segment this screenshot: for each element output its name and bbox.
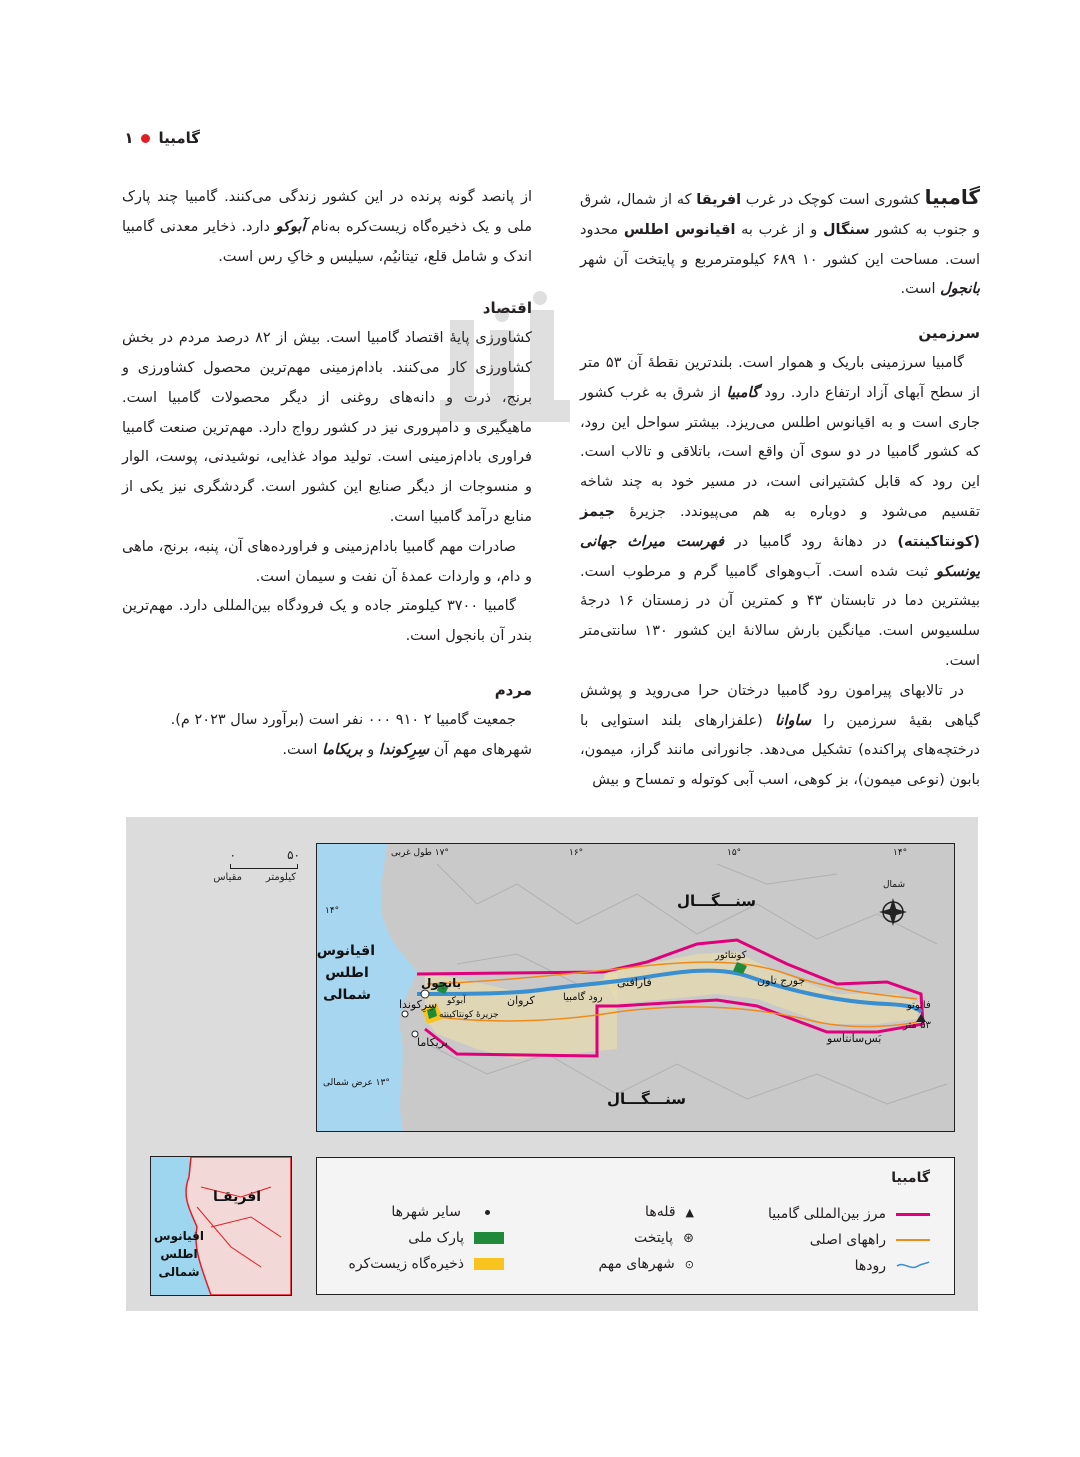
inset-map: [150, 1156, 292, 1296]
continuation-paragraph: از پانصد گونه پرنده در این کشور زندگی می‌کنند. گامبیا چند پارک ملی و یک ذخیره‌گاه زیست‌کره به‌نام آبوکو دارد. ذخایر معدنی گامبیا اندک و شامل قلع، تیتانیُم، سیلیس و خاکِ رس است.: [122, 189, 532, 265]
land-paragraph-2: در تالابهای پیرامون رود گامبیا درختان حرا می‌روید و پوشش گیاهی بقیهٔ سرزمین را ساوانا (علفزارهای بلند استوایی با درختچه‌های پراکنده) تشکیل می‌دهد. جانورانی مانند گراز، میمون، بابون (نوعی میمون)، بز کوهی، اسب آبی کوتوله و تمساح و بیش: [580, 682, 981, 789]
major-city-icon: ⊙: [684, 1257, 694, 1271]
legend-item-rivers: رودها: [855, 1258, 930, 1274]
label-kerewan: کروان: [507, 994, 535, 1007]
red-dot-icon: [141, 134, 150, 143]
city-marker-icon: [402, 1011, 408, 1017]
page-title: گامبیا: [158, 129, 200, 147]
label-banjul: بانجول: [421, 976, 462, 990]
legend-item-other-cities: سایر شهرها: [391, 1204, 504, 1220]
label-serekunda: سِرِکوندا: [399, 998, 438, 1011]
label-james-island: جزیرهٔ کونتاکینته: [439, 1010, 499, 1020]
label-georgetown: جورج تاون: [757, 974, 806, 987]
label-senegal-north: سنـــگـــال: [677, 892, 757, 910]
capital-marker-icon: [421, 990, 429, 998]
label-abuko: آبوکو: [447, 996, 466, 1006]
scale-zero: ۰: [229, 848, 236, 862]
river-line-icon: [896, 1260, 930, 1272]
legend-item-national-park: پارک ملی: [408, 1230, 504, 1246]
label-north: شمال: [883, 880, 906, 890]
label-gambia-river: رود گامبیا: [563, 992, 603, 1003]
map-scale: [196, 848, 306, 888]
right-column: [580, 183, 980, 796]
park-swatch-icon: [474, 1232, 504, 1244]
lat-13: ۱۳° عرض شمالی: [323, 1078, 390, 1088]
capital-icon: ⊛: [683, 1230, 694, 1246]
land-paragraph-1: گامبیا سرزمینی باریک و هموار است. بلندترین نقطهٔ آن ۵۳ متر از سطح آبهای آزاد ارتفاع دارد. رود گامبیا از شرق به غرب کشور جاری است و به اقیانوس اطلس می‌ریزد. بیشتر سواحل این رود، که کشور گامبیا در دو سوی آن واقع است، باتلاقی و تالاب است. این رود که قابل کشتیرانی است، در مسیر خود به چند شاخه تقسیم می‌شود و دوباره به هم می‌پیوندد. جزیرهٔ جیمز (کونتاکینته) در دهانهٔ رود گامبیا در فهرست میراث جهانی یونسکو ثبت شده است. آب‌وهوای گامبیا گرم و مرطوب است. بیشترین دما در تابستان ۴۳ و کمترین آن در زمستان ۱۶ درجهٔ سلسیوس است. میانگین بارش سالانهٔ این کشور ۱۳۰ سانتی‌متر است.: [580, 354, 980, 669]
lat-14: ۱۴°: [325, 906, 340, 916]
scale-unit: کیلومتر: [265, 872, 296, 883]
lon-14: ۱۴°: [893, 848, 908, 858]
scale-bar: [230, 864, 298, 869]
economy-paragraph-2: صادرات مهم گامبیا بادام‌زمینی و فراورده‌های آن، پنبه، برنج، ماهی و دام، و واردات عمدهٔ آن نفت و سیمان است.: [122, 538, 532, 585]
economy-paragraph-1: کشاورزی پایهٔ اقتصاد گامبیا است. بیش از ۸۲ درصد مردم در بخش کشاورزی کار می‌کنند. بادام‌زمینی مهم‌ترین محصول کشاورزی و برنج، ذرت و دانه‌های روغنی از دیگر محصولات گامبیا است. ماهیگیری و دامپروری نیز در کشور رواج دارد. مهم‌ترین صنعت گامبیا فراوری بادام‌زمینی است. تولید مواد غذایی، نوشیدنی، پوست، الوار و منسوجات از دیگر صنایع این کشور است. گردشگری نیز یکی از منابع درآمد گامبیا است.: [122, 330, 532, 525]
page-number: ۱: [124, 129, 134, 147]
legend-item-border: مرز بین‌المللی گامبیا: [768, 1206, 930, 1222]
inset-ocean: اقیانوس اطلس شمالی: [154, 1229, 204, 1279]
dot-icon: [485, 1210, 490, 1215]
label-basse: بَس‌سانتاسو: [827, 1032, 882, 1045]
legend-item-peaks: ▲ قله‌ها: [645, 1204, 694, 1220]
border-line-icon: [896, 1213, 930, 1216]
label-senegal-south: سنـــگـــال: [607, 1090, 687, 1108]
lead-word: گامبیا: [924, 185, 981, 209]
people-paragraph-1: جمعیت گامبیا ۲ ۹۱۰ ۰۰۰ نفر است (برآورد سال ۲۰۲۳ م).: [170, 711, 516, 728]
people-paragraph-2: شهرهای مهم آن سِرِکوندا و بریکاما است.: [282, 741, 532, 758]
page-header: [60, 124, 200, 152]
economy-heading: اقتصاد: [482, 299, 532, 318]
map: [316, 843, 955, 1132]
scale-fifty: ۵۰: [287, 848, 300, 862]
lon-16: ۱۶°: [569, 848, 584, 858]
reserve-swatch-icon: [474, 1258, 504, 1270]
legend-title: گامبیا: [891, 1170, 930, 1186]
label-kuntaur: کونتائور: [715, 950, 747, 961]
label-peak: ۵۳ متر: [903, 1020, 931, 1031]
land-heading: سرزمین: [918, 324, 980, 343]
label-fatoto: فاتوتو: [907, 1000, 931, 1011]
intro-paragraph: گامبیا کشوری است کوچک در غرب افریقا که از شمال، شرق و جنوب به کشور سنگال و از غرب به اقیانوس اطلس محدود است. مساحت این کشور ۱۰ ۶۸۹ کیلومترمربع و پایتخت آن شهر بانجول است.: [580, 185, 981, 298]
people-heading: مردم: [494, 680, 532, 699]
economy-paragraph-3: گامبیا ۳۷۰۰ کیلومتر جاده و یک فرودگاه بین‌المللی دارد. مهم‌ترین بندر آن بانجول است.: [122, 598, 532, 645]
label-brikama: بریکاما: [417, 1036, 448, 1049]
legend-item-biosphere: ذخیره‌گاه زیست‌کره: [348, 1256, 504, 1272]
inset-continent: افریقـا: [213, 1189, 262, 1205]
road-line-icon: [896, 1239, 930, 1241]
left-column: [122, 183, 532, 765]
map-legend: [316, 1157, 955, 1295]
legend-item-major-cities: ⊙ شهرهای مهم: [598, 1256, 694, 1272]
label-ocean: اقیانوس اطلس شمالی: [316, 943, 375, 1003]
scale-label: مقیاس: [213, 872, 242, 883]
triangle-icon: ▲: [685, 1205, 694, 1219]
lon-17: ۱۷° طول غربی: [391, 848, 449, 858]
lon-15: ۱۵°: [727, 848, 742, 858]
legend-item-capital: ⊛ پایتخت: [634, 1230, 694, 1246]
legend-item-roads: راههای اصلی: [810, 1232, 930, 1248]
label-farafenni: فارافنی: [617, 976, 652, 989]
